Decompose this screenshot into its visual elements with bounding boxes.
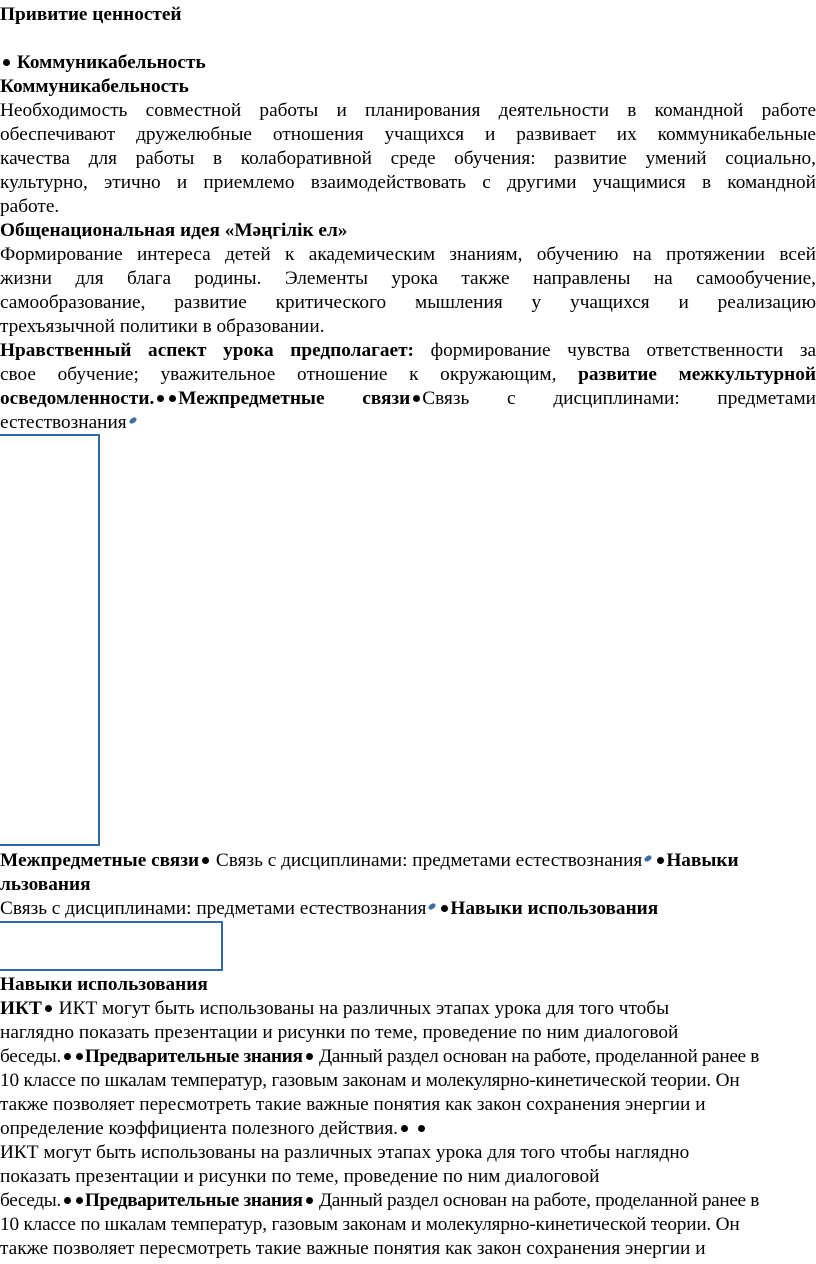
heading-national-idea: Общенациональная идея «Мәңгілік ел» <box>0 220 348 241</box>
bullet-dot-icon <box>401 1125 408 1132</box>
ict-line-3: беседы. Предварительные знания Данный раздел основан на работе, проделанной ранее в <box>0 1046 759 1067</box>
bullet-dot-icon <box>64 1053 71 1060</box>
paragraph-line: трехъязычной политики в образовании. <box>0 316 325 337</box>
bullet-communication: Коммуникабельность <box>0 51 206 75</box>
paragraph-line: работе. <box>0 196 60 217</box>
paragraph-line: Необходимость совместной работы и планирования деятельности в командной работе <box>0 100 816 121</box>
blue-bullet-icon <box>428 902 437 911</box>
image-placeholder-frame <box>0 434 100 846</box>
moral-line-1: Нравственный аспект урока предполагает: формирование чувства ответственности за <box>0 340 816 361</box>
bullet-dot-icon <box>202 857 209 864</box>
intersubject-wrap: льзования <box>0 874 91 895</box>
intersubject-line: Межпредметные связи Связь с дисциплинами: предметами естествознания Навыки <box>0 850 739 871</box>
ict2-line-4: 10 классе по шкалам температур, газовым законам и молекулярно-кинетической теории. Он <box>0 1214 740 1235</box>
ict-line-5: также позволяет пересмотреть такие важные понятия как закон сохранения энергии и <box>0 1094 706 1115</box>
bullet-dot-icon <box>306 1197 313 1204</box>
ict2-line-5: также позволяет пересмотреть такие важные понятия как закон сохранения энергии и <box>0 1238 706 1259</box>
link-line: Связь с дисциплинами: предметами естествознания Навыки использования <box>0 898 659 919</box>
bullet-dot-icon <box>157 395 164 402</box>
image-placeholder-frame <box>0 921 223 971</box>
paragraph-line: культурно, этично и приемлемо взаимодействовать с другими учащимися в командной <box>0 172 816 193</box>
bullet-dot-icon <box>169 395 176 402</box>
bullet-dot-icon <box>3 59 10 66</box>
bullet-dot-icon <box>657 857 664 864</box>
bullet-dot-icon <box>64 1197 71 1204</box>
bullet-dot-icon <box>306 1053 313 1060</box>
blue-bullet-icon <box>644 854 653 863</box>
paragraph-line: обеспечивают дружелюбные отношения учащихся и развивает их коммуникабельные <box>0 124 816 145</box>
bullet-dot-icon <box>441 905 448 912</box>
moral-line-2: свое обучение; уважительное отношение к окружающим, развитие межкультурной <box>0 364 816 385</box>
blue-bullet-icon <box>128 416 137 425</box>
paragraph-line: жизни для блага родины. Элементы урока также направлены на самообучение, <box>0 268 816 289</box>
heading-skills: Навыки использования <box>0 974 208 995</box>
paragraph-line: самообразование, развитие критического мышления у учащихся и реализацию <box>0 292 816 313</box>
ict2-line-3: беседы. Предварительные знания Данный раздел основан на работе, проделанной ранее в <box>0 1190 759 1211</box>
paragraph-line: Формирование интереса детей к академическим знаниям, обучению на протяжении всей <box>0 244 816 265</box>
ict-line-1: ИКТ ИКТ могут быть использованы на различных этапах урока для того чтобы <box>0 998 670 1019</box>
bullet-dot-icon <box>418 1125 425 1132</box>
ict-line-2: наглядно показать презентации и рисунки по теме, проведение по ним диалоговой <box>0 1022 679 1043</box>
moral-line-3: осведомленности. Межпредметные связи Связь с дисциплинами: предметами <box>0 388 816 409</box>
bullet-dot-icon <box>76 1053 83 1060</box>
ict2-line-2: показать презентации и рисунки по теме, проведение по ним диалоговой <box>0 1166 600 1187</box>
bullet-dot-icon <box>413 395 420 402</box>
ict-line-4: 10 классе по шкалам температур, газовым законам и молекулярно-кинетической теории. Он <box>0 1070 740 1091</box>
bullet-dot-icon <box>76 1197 83 1204</box>
moral-line-4: естествознания <box>0 411 139 435</box>
page-title: Привитие ценностей <box>0 4 182 25</box>
ict2-line-1: ИКТ могут быть использованы на различных этапах урока для того чтобы наглядно <box>0 1142 690 1163</box>
bullet-dot-icon <box>45 1005 52 1012</box>
ict-line-6: определение коэффициента полезного действия. <box>0 1117 427 1141</box>
heading-communication: Коммуникабельность <box>0 76 189 97</box>
paragraph-line: качества для работы в колаборативной среде обучения: развитие умений социально, <box>0 148 816 169</box>
